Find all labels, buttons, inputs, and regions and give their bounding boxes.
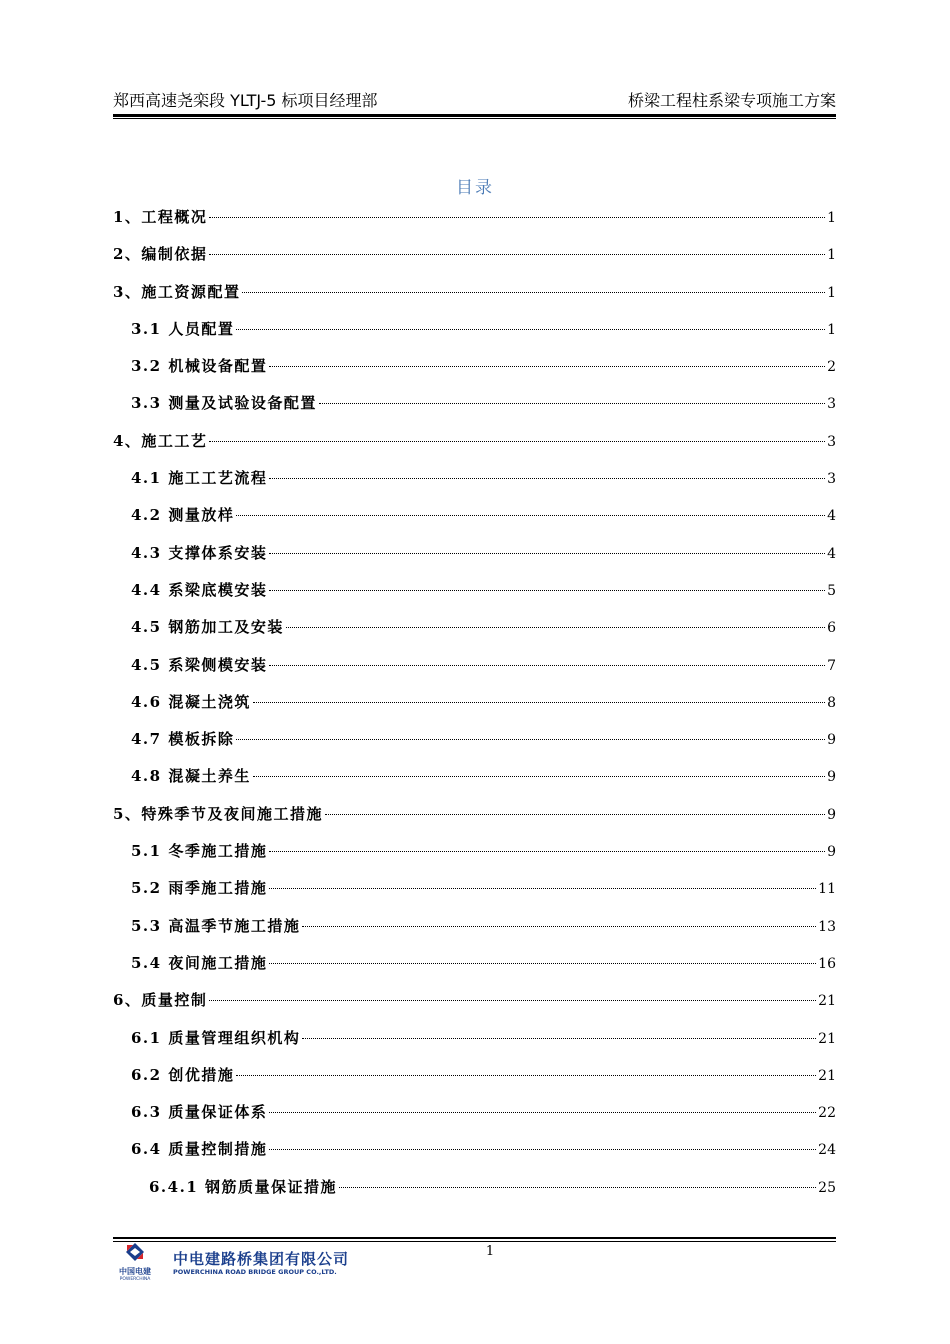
toc-leader-dots xyxy=(339,1187,816,1188)
page-number: 1 xyxy=(485,1244,495,1259)
toc-entry-label: 5.2 雨季施工措施 xyxy=(131,879,268,898)
toc-leader-dots xyxy=(209,254,825,255)
toc-entry-page: 6 xyxy=(827,620,836,637)
header-rule xyxy=(113,114,836,117)
powerchina-emblem-icon xyxy=(118,1242,152,1266)
toc-entry[interactable] xyxy=(113,721,836,758)
toc-entry[interactable] xyxy=(113,982,836,1019)
toc-leader-dots xyxy=(269,963,816,964)
header-document-title: 桥梁工程柱系梁专项施工方案 xyxy=(627,91,836,110)
toc-entry-label: 4.2 测量放样 xyxy=(131,506,235,525)
toc-leader-dots xyxy=(269,366,825,367)
toc-entry[interactable] xyxy=(113,311,836,348)
toc-entry-label: 6、质量控制 xyxy=(113,991,208,1010)
toc-entry-page: 21 xyxy=(818,993,836,1010)
company-logo xyxy=(118,1242,358,1288)
emblem-label-en: POWERCHINA xyxy=(119,1277,151,1282)
toc-entry-label: 5.1 冬季施工措施 xyxy=(131,842,268,861)
toc-entry-page: 3 xyxy=(827,471,836,488)
toc-entry[interactable] xyxy=(113,870,836,907)
toc-entry[interactable] xyxy=(113,908,836,945)
toc-leader-dots xyxy=(269,590,825,591)
toc-entry[interactable] xyxy=(113,274,836,311)
toc-entry-label: 4、施工工艺 xyxy=(113,431,208,450)
toc-entry-page: 2 xyxy=(827,359,836,376)
toc-entry[interactable] xyxy=(113,460,836,497)
toc-entry[interactable] xyxy=(113,1131,836,1168)
toc-leader-dots xyxy=(269,478,825,479)
toc-entry-label: 4.5 系梁侧模安装 xyxy=(131,655,268,674)
toc-entry-label: 3.3 测量及试验设备配置 xyxy=(131,394,317,413)
toc-leader-dots xyxy=(269,888,816,889)
toc-entry-page: 9 xyxy=(827,806,836,823)
toc-entry-page: 22 xyxy=(818,1105,836,1122)
toc-leader-dots xyxy=(286,627,825,628)
toc-entry-label: 6.3 质量保证体系 xyxy=(131,1103,268,1122)
toc-entry-label: 5、特殊季节及夜间施工措施 xyxy=(113,804,323,823)
toc-entry[interactable] xyxy=(113,1094,836,1131)
table-of-contents xyxy=(113,199,836,1206)
toc-entry-page: 7 xyxy=(827,657,836,674)
toc-entry[interactable] xyxy=(113,945,836,982)
toc-leader-dots xyxy=(269,1112,816,1113)
toc-entry-label: 6.4.1 钢筋质量保证措施 xyxy=(149,1177,337,1196)
toc-entry-page: 16 xyxy=(818,955,836,972)
toc-entry-label: 6.1 质量管理组织机构 xyxy=(131,1028,301,1047)
toc-entry-label: 1、工程概况 xyxy=(113,208,208,226)
toc-leader-dots xyxy=(253,776,825,777)
toc-entry-page: 1 xyxy=(827,210,836,226)
toc-entry-label: 4.1 施工工艺流程 xyxy=(131,469,268,488)
toc-leader-dots xyxy=(302,1038,816,1039)
toc-leader-dots xyxy=(209,441,825,442)
toc-entry-page: 9 xyxy=(827,769,836,786)
toc-entry-page: 25 xyxy=(818,1179,836,1196)
toc-leader-dots xyxy=(269,665,825,666)
toc-leader-dots xyxy=(319,403,825,404)
company-name-en: POWERCHINA ROAD BRIDGE GROUP CO.,LTD. xyxy=(173,1268,337,1276)
toc-entry-page: 3 xyxy=(827,433,836,450)
toc-entry-label: 4.7 模板拆除 xyxy=(131,730,235,749)
toc-leader-dots xyxy=(302,926,816,927)
toc-entry[interactable] xyxy=(113,833,836,870)
toc-entry[interactable] xyxy=(113,423,836,460)
toc-entry-page: 5 xyxy=(827,582,836,599)
toc-entry-label: 4.3 支撑体系安装 xyxy=(131,543,268,562)
toc-entry-label: 5.4 夜间施工措施 xyxy=(131,953,268,972)
toc-leader-dots xyxy=(236,515,825,516)
toc-leader-dots xyxy=(242,292,825,293)
toc-leader-dots xyxy=(236,739,825,740)
toc-leader-dots xyxy=(269,553,825,554)
toc-leader-dots xyxy=(209,217,825,218)
toc-entry-label: 3.2 机械设备配置 xyxy=(131,357,268,376)
toc-entry-label: 2、编制依据 xyxy=(113,245,208,264)
toc-entry[interactable] xyxy=(113,609,836,646)
toc-entry[interactable] xyxy=(113,497,836,534)
toc-entry[interactable] xyxy=(113,236,836,273)
toc-leader-dots xyxy=(325,814,825,815)
toc-entry-page: 9 xyxy=(827,732,836,749)
footer-rule xyxy=(113,1237,836,1239)
emblem-label-cn: 中国电建 xyxy=(119,1267,151,1276)
toc-entry-page: 8 xyxy=(827,694,836,711)
toc-entry-label: 3.1 人员配置 xyxy=(131,319,235,338)
toc-leader-dots xyxy=(209,1000,816,1001)
toc-entry-label: 4.8 混凝土养生 xyxy=(131,767,251,786)
toc-entry-page: 4 xyxy=(827,545,836,562)
toc-entry[interactable] xyxy=(113,348,836,385)
toc-entry-label: 3、施工资源配置 xyxy=(113,282,241,301)
toc-leader-dots xyxy=(236,1075,816,1076)
toc-entry-page: 21 xyxy=(818,1030,836,1047)
toc-entry-page: 1 xyxy=(827,321,836,338)
toc-entry[interactable] xyxy=(113,796,836,833)
company-name-cn: 中电建路桥集团有限公司 xyxy=(173,1250,350,1268)
toc-entry[interactable] xyxy=(113,1020,836,1057)
toc-leader-dots xyxy=(269,1149,816,1150)
toc-entry[interactable] xyxy=(113,758,836,795)
toc-entry-label: 6.2 创优措施 xyxy=(131,1065,235,1084)
toc-entry-label: 4.6 混凝土浇筑 xyxy=(131,692,251,711)
toc-leader-dots xyxy=(236,329,825,330)
toc-entry-label: 4.5 钢筋加工及安装 xyxy=(131,618,284,637)
header-rule-thin xyxy=(113,118,836,119)
toc-entry-page: 24 xyxy=(818,1142,836,1159)
toc-title: 目录 xyxy=(456,178,494,198)
toc-entry-page: 1 xyxy=(827,284,836,301)
toc-entry[interactable] xyxy=(113,1169,836,1206)
toc-entry-page: 21 xyxy=(818,1067,836,1084)
toc-entry[interactable] xyxy=(113,647,836,684)
toc-entry-page: 13 xyxy=(818,918,836,935)
toc-entry[interactable] xyxy=(113,199,836,236)
toc-entry-page: 11 xyxy=(818,881,836,898)
toc-entry[interactable] xyxy=(113,1057,836,1094)
toc-entry-page: 9 xyxy=(827,844,836,861)
toc-entry-page: 4 xyxy=(827,508,836,525)
toc-leader-dots xyxy=(269,851,825,852)
toc-entry-label: 4.4 系梁底模安装 xyxy=(131,580,268,599)
toc-entry[interactable] xyxy=(113,385,836,422)
toc-entry[interactable] xyxy=(113,684,836,721)
header-project-name: 郑西高速尧栾段 YLTJ-5 标项目经理部 xyxy=(113,91,378,110)
toc-entry-page: 3 xyxy=(827,396,836,413)
toc-entry[interactable] xyxy=(113,572,836,609)
toc-entry[interactable] xyxy=(113,535,836,572)
toc-leader-dots xyxy=(253,702,825,703)
toc-entry-page: 1 xyxy=(827,247,836,264)
toc-entry-label: 5.3 高温季节施工措施 xyxy=(131,916,301,935)
page-header xyxy=(113,90,836,112)
toc-entry-label: 6.4 质量控制措施 xyxy=(131,1140,268,1159)
